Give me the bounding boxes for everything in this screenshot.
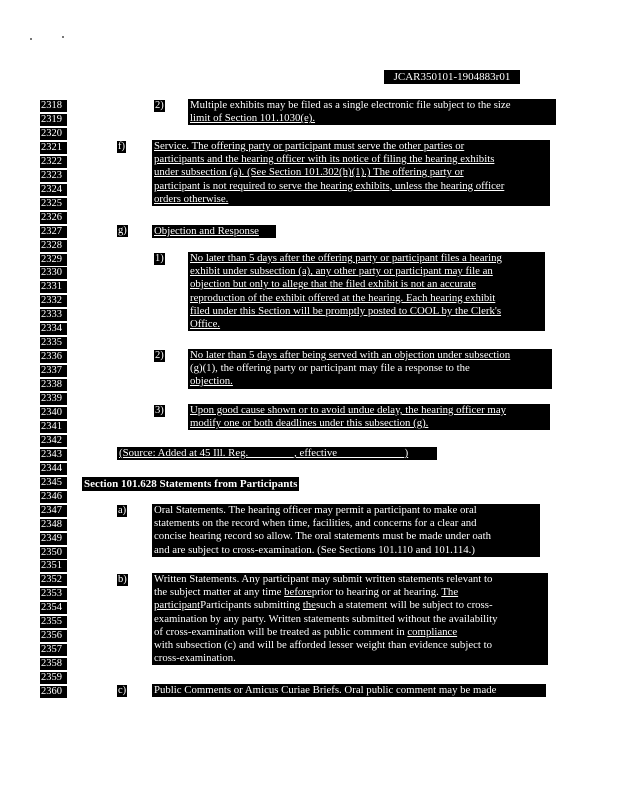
item-label-f: f) xyxy=(118,141,125,152)
written-statements-paragraph: Written Statements. Any participant may submit written statements relevant to the subject matter at any time beforeprior to hearing or at hearing. The participantParticipants submitting thesuch a statement will be subject to cross- examination by any party. Written statements submitted without the availability of cross-examination will be treated as public comment in compliance with subsection (c) and will be afforded lesser weight than evidence subject to cross-examination. xyxy=(152,573,548,665)
line-number: 2318 xyxy=(40,100,67,112)
line-number: 2321 xyxy=(40,142,67,154)
modify-deadline-paragraph: Upon good cause shown or to avoid undue delay, the hearing officer may modify one or both deadlines under this subsection (g). xyxy=(188,404,550,430)
line-number: 2335 xyxy=(40,337,67,349)
line-number: 2337 xyxy=(40,365,67,377)
line-number: 2348 xyxy=(40,519,67,531)
document-id-header: JCAR350101-1904883r01 xyxy=(384,70,520,84)
line-number: 2334 xyxy=(40,323,67,335)
line-number: 2319 xyxy=(40,114,67,126)
multiple-exhibits-paragraph: Multiple exhibits may be filed as a single electronic file subject to the size limit of Section 101.1030(e). xyxy=(188,99,556,125)
item-label-b: b) xyxy=(118,574,127,585)
line-number: 2357 xyxy=(40,644,67,656)
line-number: 2331 xyxy=(40,281,67,293)
line-number: 2358 xyxy=(40,658,67,670)
objection-title: Objection and Response xyxy=(152,225,276,238)
item-label-g2: 2) xyxy=(155,350,164,361)
line-number: 2344 xyxy=(40,463,67,475)
line-number: 2359 xyxy=(40,672,67,684)
line-number: 2355 xyxy=(40,616,67,628)
line-number: 2350 xyxy=(40,547,67,559)
line-number: 2320 xyxy=(40,128,67,140)
line-number: 2323 xyxy=(40,170,67,182)
line-number: 2324 xyxy=(40,184,67,196)
line-number: 2333 xyxy=(40,309,67,321)
line-number: 2354 xyxy=(40,602,67,614)
line-number: 2339 xyxy=(40,393,67,405)
line-number: 2325 xyxy=(40,198,67,210)
line-number: 2353 xyxy=(40,588,67,600)
line-number: 2330 xyxy=(40,267,67,279)
section-heading: Section 101.628 Statements from Participants xyxy=(84,478,298,490)
source-note: (Source: Added at 45 Ill. Reg. ________, effective ____________) xyxy=(117,447,437,460)
line-number: 2360 xyxy=(40,686,67,698)
objection-deadline-paragraph: No later than 5 days after the offering party or participant files a hearing exhibit under subsection (a), any other party or participant may file an objection but only to allege that the filed exhibit is not an accurate reproduction of the exhibit offered at the hearing. Each hearing exhibit filed under this Section will be promptly posted to COOL by the Clerk's Office. xyxy=(188,252,545,331)
line-number: 2345 xyxy=(40,477,67,489)
item-label-2: 2) xyxy=(155,100,164,111)
line-number: 2356 xyxy=(40,630,67,642)
line-number: 2349 xyxy=(40,533,67,545)
line-number: 2327 xyxy=(40,226,67,238)
service-paragraph: Service. The offering party or participant must serve the other parties or participants and the hearing officer with its notice of filing the hearing exhibits under subsection (a). (See Section 101.302(h)(1).) The offering party or participant is not required to serve the hearing exhibits, unless the hearing officer orders otherwise. xyxy=(152,140,550,206)
line-number: 2341 xyxy=(40,421,67,433)
line-number: 2326 xyxy=(40,212,67,224)
oral-statements-paragraph: Oral Statements. The hearing officer may permit a participant to make oral statements on the record when time, facilities, and concerns for a clear and concise hearing record so allow. The oral statements must be made under oath and are subject to cross-examination. (See Sections 101.110 and 101.114.) xyxy=(152,504,540,557)
item-label-g1: 1) xyxy=(155,253,164,264)
line-number: 2352 xyxy=(40,574,67,586)
item-label-g3: 3) xyxy=(155,405,164,416)
item-label-g: g) xyxy=(118,225,127,236)
scan-speck xyxy=(30,38,32,40)
line-number: 2322 xyxy=(40,156,67,168)
line-number: 2347 xyxy=(40,505,67,517)
item-label-a: a) xyxy=(118,505,127,516)
public-comments-paragraph: Public Comments or Amicus Curiae Briefs. Oral public comment may be made xyxy=(152,684,546,697)
item-label-c: c) xyxy=(118,685,127,696)
line-number: 2328 xyxy=(40,240,67,252)
scan-speck xyxy=(62,36,64,38)
response-deadline-paragraph: No later than 5 days after being served with an objection under subsection (g)(1), the offering party or participant may file a response to the objection. xyxy=(188,349,552,389)
line-number: 2336 xyxy=(40,351,67,363)
line-number: 2343 xyxy=(40,449,67,461)
line-number: 2346 xyxy=(40,491,67,503)
line-number: 2351 xyxy=(40,560,67,572)
line-number: 2332 xyxy=(40,295,67,307)
line-number: 2329 xyxy=(40,254,67,266)
line-number: 2338 xyxy=(40,379,67,391)
line-number: 2340 xyxy=(40,407,67,419)
line-number: 2342 xyxy=(40,435,67,447)
